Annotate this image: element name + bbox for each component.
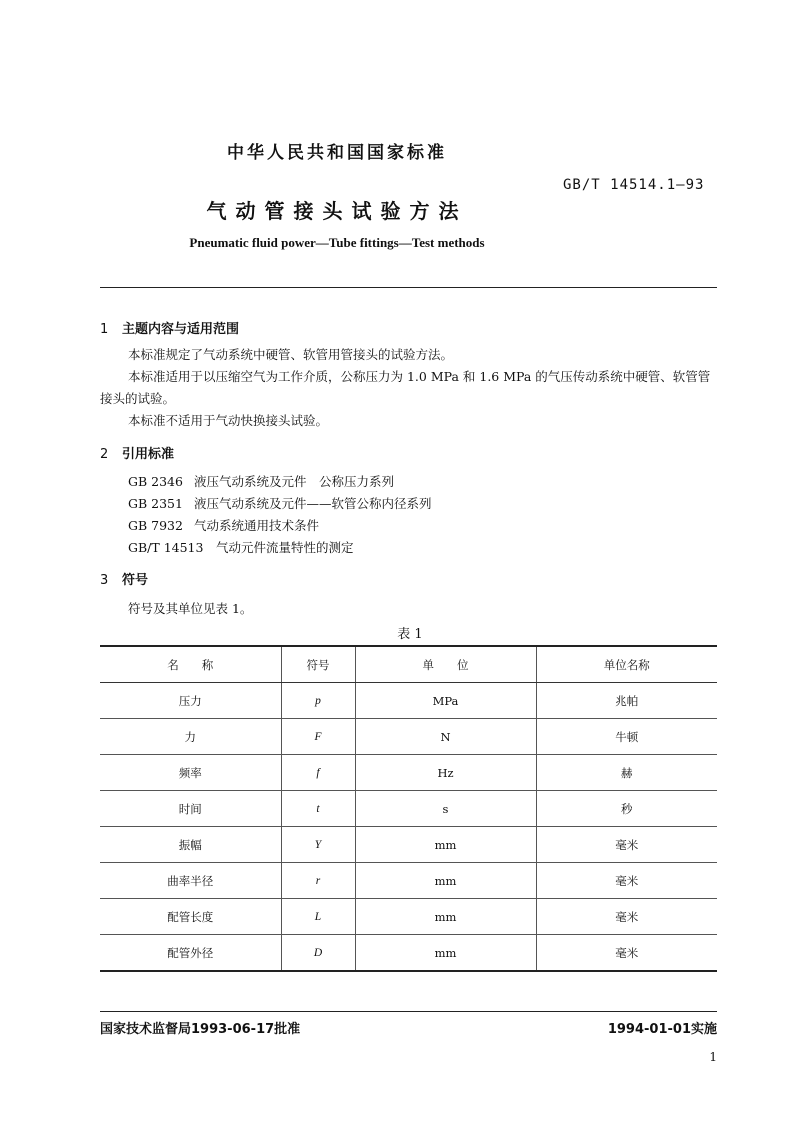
table-header-row [100, 646, 717, 683]
table-row [100, 935, 717, 972]
cell-unit: mm [355, 827, 536, 863]
reference-title: 液压气动系统及元件——软管公称内径系列 [194, 496, 432, 511]
section-number: 3 [100, 573, 109, 588]
cell-unit-name: 秒 [536, 791, 717, 827]
column-header-unit: 单 位 [355, 646, 536, 683]
cell-name: 配管长度 [100, 899, 281, 935]
document-title-english: Pneumatic fluid power—Tube fittings—Test methods [189, 235, 485, 250]
table-row [100, 683, 717, 719]
column-header-symbol: 符号 [281, 646, 355, 683]
cell-unit: mm [355, 935, 536, 972]
reference-item [128, 471, 432, 493]
table-row [100, 863, 717, 899]
cell-unit: mm [355, 899, 536, 935]
standard-number: GB/T 14514.1—93 [563, 177, 705, 193]
footer-divider [100, 1011, 717, 1012]
cell-unit: s [355, 791, 536, 827]
cell-symbol: Y [281, 827, 355, 863]
implementation-date: 1994-01-01实施 [607, 1022, 717, 1037]
cell-unit-name: 兆帕 [536, 683, 717, 719]
approval-date: 国家技术监督局1993-06-17批准 [100, 1022, 301, 1037]
cell-name: 力 [100, 719, 281, 755]
header-divider [100, 287, 717, 288]
cell-name: 时间 [100, 791, 281, 827]
reference-code: GB 7932 [128, 518, 183, 533]
reference-code: GB 2351 [128, 496, 183, 511]
cell-unit: N [355, 719, 536, 755]
cell-unit-name: 赫 [536, 755, 717, 791]
cell-unit-name: 毫米 [536, 899, 717, 935]
section-number: 2 [100, 447, 109, 462]
reference-code: GB 2346 [128, 474, 183, 489]
cell-name: 频率 [100, 755, 281, 791]
national-standard-heading: 中华人民共和国国家标准 [227, 143, 447, 163]
symbol-table [100, 645, 717, 972]
reference-title: 液压气动系统及元件 公称压力系列 [194, 474, 395, 489]
reference-item [128, 515, 432, 537]
table-row [100, 899, 717, 935]
section-title: 主题内容与适用范围 [122, 322, 240, 337]
cell-unit-name: 毫米 [536, 863, 717, 899]
reference-code: GB/T 14513 [128, 540, 204, 555]
cell-symbol: p [281, 683, 355, 719]
reference-item [128, 537, 432, 559]
section-title: 符号 [122, 573, 149, 588]
section-number: 1 [100, 322, 109, 337]
reference-title: 气动元件流量特性的测定 [216, 540, 354, 555]
cell-name: 压力 [100, 683, 281, 719]
document-title: 气动管接头试验方法 [206, 199, 468, 223]
section-1-paragraph-1: 本标准规定了气动系统中硬管、软管用管接头的试验方法。 [128, 347, 454, 362]
page-number: 1 [709, 1050, 717, 1064]
cell-symbol: L [281, 899, 355, 935]
table-row [100, 755, 717, 791]
cell-symbol: D [281, 935, 355, 972]
section-1-paragraph-2: 本标准适用于以压缩空气为工作介质，公称压力为 1.0 MPa 和 1.6 MPa 的气压传动系统中硬管、软管管接头的试验。 [100, 369, 711, 406]
cell-unit: mm [355, 863, 536, 899]
cell-symbol: F [281, 719, 355, 755]
section-2-heading [100, 443, 174, 462]
cell-unit-name: 毫米 [536, 935, 717, 972]
cell-unit: MPa [355, 683, 536, 719]
cell-symbol: t [281, 791, 355, 827]
column-header-name: 名 称 [100, 646, 281, 683]
cell-symbol: f [281, 755, 355, 791]
cell-unit-name: 牛顿 [536, 719, 717, 755]
table-row [100, 827, 717, 863]
reference-list [128, 471, 432, 559]
cell-name: 配管外径 [100, 935, 281, 972]
cell-symbol: r [281, 863, 355, 899]
cell-name: 曲率半径 [100, 863, 281, 899]
section-1-heading [100, 318, 239, 337]
table-row [100, 719, 717, 755]
cell-name: 振幅 [100, 827, 281, 863]
section-title: 引用标准 [122, 447, 175, 462]
reference-title: 气动系统通用技术条件 [194, 518, 320, 533]
reference-item [128, 493, 432, 515]
section-3-intro: 符号及其单位见表 1。 [128, 601, 253, 616]
column-header-unit-name: 单位名称 [536, 646, 717, 683]
table-caption: 表 1 [397, 627, 423, 642]
section-1-paragraph-3: 本标准不适用于气动快换接头试验。 [128, 413, 329, 428]
cell-unit: Hz [355, 755, 536, 791]
cell-unit-name: 毫米 [536, 827, 717, 863]
table-row [100, 791, 717, 827]
section-3-heading [100, 569, 148, 588]
